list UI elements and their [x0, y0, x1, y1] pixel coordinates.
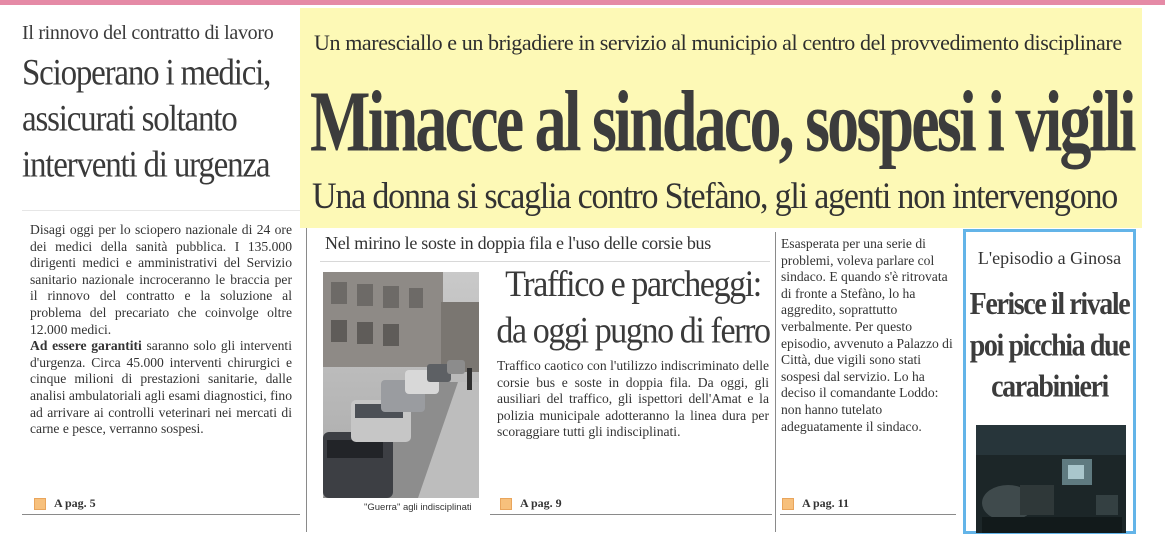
left-article-page-ref[interactable]	[34, 496, 96, 511]
divider	[22, 210, 300, 211]
left-article-paragraph-1: Disagi oggi per lo sciopero nazionale di 24 ore dei medici della sanità pubblica. I 135.000 dirigenti medici e amministrativi del Servizio sanitario nazionale incroceranno le braccia per il rinnovo del contratto e la soluzione al problema del precariato che coinvolge oltre 12.000 medici.	[30, 222, 292, 337]
traffic-article-kicker: Nel mirino le soste in doppia fila e l'uso delle corsie bus	[325, 233, 711, 253]
traffic-article-page-ref-label: A pag. 9	[520, 496, 562, 510]
traffic-article-page-ref[interactable]	[500, 496, 562, 511]
ginosa-article-headline: Ferisce il rivale poi picchia due carabinieri	[969, 286, 1130, 405]
divider	[780, 514, 956, 515]
top-color-bar	[0, 0, 1165, 5]
orange-square-icon	[782, 498, 794, 510]
orange-square-icon	[34, 498, 46, 510]
ginosa-night-photo	[976, 425, 1126, 533]
lead-article-subhead: Una donna si scaglia contro Stefàno, gli agenti non intervengono	[312, 176, 1118, 217]
divider	[490, 514, 772, 515]
lead-article-continuation: Esasperata per una serie di problemi, voleva parlare col sindaco. E quando s'è ritrovata di fronte a Stefàno, lo ha aggredito, soprattutto verbalmente. Per questo episodio, avvenuto a Palazzo di Città, due vigili sono stati sospesi dal servizio. Lo ha deciso il comandante Loddo: non hanno tutelato adeguatamente il sindaco.	[781, 236, 953, 434]
street-photo-image	[323, 272, 479, 498]
street-photo	[323, 272, 479, 498]
left-article-body	[30, 222, 292, 438]
column-rule	[775, 232, 776, 532]
traffic-article-headline: Traffico e parcheggi: da oggi pugno di ferro	[496, 264, 770, 352]
left-article-bold-lead: Ad essere garantiti	[30, 338, 142, 354]
left-article-paragraph-2: saranno solo gli interventi d'urgenza. Circa 45.000 interventi chirurgici e cinque milioni di prestazioni sanitarie, dalle analisi ambulatoriali agli esami diagnostici, fino ad arrivare ai controlli veterinari nei mercati di carne e pesce, verranno sospesi.	[30, 338, 292, 437]
lead-article-page-ref-label: A pag. 11	[802, 496, 850, 510]
ginosa-article-kicker: L'episodio a Ginosa	[977, 248, 1122, 268]
ginosa-night-photo-image	[976, 425, 1126, 533]
lead-headline-box	[300, 8, 1142, 228]
lead-article-page-ref[interactable]	[782, 496, 849, 511]
orange-square-icon	[500, 498, 512, 510]
left-article-kicker: Il rinnovo del contratto di lavoro	[22, 22, 274, 44]
photo-caption: "Guerra" agli indisciplinati	[364, 502, 472, 513]
traffic-article-body: Traffico caotico con l'utilizzo indiscriminato delle corsie bus e soste in doppia fila. Da oggi, gli ausiliari del traffico, gli ispettori dell'Amat e la polizia municipale adotteranno la linea dura per scoraggiare tutti gli indisciplinati.	[497, 358, 769, 440]
left-article-headline: Scioperano i medici, assicurati soltanto interventi di urgenza	[22, 53, 271, 186]
divider	[22, 514, 300, 515]
left-article-page-ref-label: A pag. 5	[54, 496, 96, 510]
ginosa-article-box	[963, 229, 1136, 534]
lead-article-headline: Minacce al sindaco, sospesi i vigili	[310, 73, 1134, 170]
lead-article-kicker: Un maresciallo e un brigadiere in servizio al municipio al centro del provvedimento disciplinare	[314, 30, 1122, 55]
